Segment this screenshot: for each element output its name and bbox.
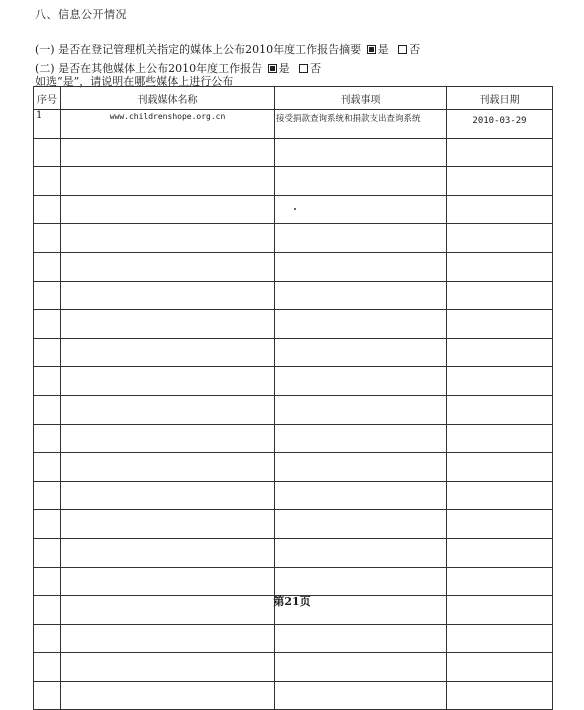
table-row xyxy=(34,367,553,396)
cell-date xyxy=(447,453,553,482)
question-2-note: 如选“是”，请说明在哪些媒体上进行公布 xyxy=(35,75,234,88)
cell-media-name xyxy=(61,424,275,453)
table-row xyxy=(34,138,553,167)
cell-item xyxy=(275,395,447,424)
cell-index xyxy=(34,453,61,482)
cell-index xyxy=(34,481,61,510)
cell-item xyxy=(275,367,447,396)
cell-item xyxy=(275,281,447,310)
q2-yes-checkbox[interactable] xyxy=(268,64,277,73)
cell-media-name xyxy=(61,224,275,253)
cell-index xyxy=(34,510,61,539)
cell-media-name xyxy=(61,510,275,539)
cell-index xyxy=(34,624,61,653)
cell-media-name xyxy=(61,453,275,482)
header-media-name: 刊载媒体名称 xyxy=(61,87,275,110)
question-1 xyxy=(35,41,424,57)
table-header-row xyxy=(34,87,553,110)
header-item: 刊载事项 xyxy=(275,87,447,110)
cell-index xyxy=(34,167,61,196)
table-row xyxy=(34,224,553,253)
table-row xyxy=(34,681,553,710)
cell-index xyxy=(34,310,61,339)
cell-item xyxy=(275,195,447,224)
cell-item xyxy=(275,310,447,339)
cell-date xyxy=(447,624,553,653)
cell-index xyxy=(34,395,61,424)
cell-index xyxy=(34,252,61,281)
cell-index xyxy=(34,567,61,596)
media-table xyxy=(33,86,553,710)
table-body xyxy=(34,110,553,710)
cell-item xyxy=(275,338,447,367)
scan-speck xyxy=(294,208,296,210)
cell-item xyxy=(275,167,447,196)
cell-date xyxy=(447,195,553,224)
table-row xyxy=(34,624,553,653)
cell-item xyxy=(275,567,447,596)
cell-item xyxy=(275,224,447,253)
cell-media-name xyxy=(61,481,275,510)
q2-no-checkbox[interactable] xyxy=(299,64,308,73)
cell-date xyxy=(447,224,553,253)
cell-date xyxy=(447,367,553,396)
cell-item xyxy=(275,252,447,281)
header-date: 刊载日期 xyxy=(447,87,553,110)
cell-index xyxy=(34,538,61,567)
cell-date xyxy=(447,481,553,510)
cell-date xyxy=(447,338,553,367)
cell-media-name xyxy=(61,538,275,567)
cell-media-name xyxy=(61,310,275,339)
q2-no-label: 否 xyxy=(310,62,322,75)
cell-item xyxy=(275,424,447,453)
table-row xyxy=(34,453,553,482)
cell-date xyxy=(447,424,553,453)
cell-item xyxy=(275,138,447,167)
cell-media-name xyxy=(61,195,275,224)
table-row xyxy=(34,653,553,682)
question-1-text: (一) 是否在登记管理机关指定的媒体上公布2010年度工作报告摘要 xyxy=(35,43,362,56)
cell-media-name xyxy=(61,281,275,310)
q1-yes-label: 是 xyxy=(377,43,389,56)
table-row xyxy=(34,252,553,281)
cell-index xyxy=(34,138,61,167)
cell-date xyxy=(447,681,553,710)
cell-date xyxy=(447,653,553,682)
table-row xyxy=(34,281,553,310)
table-row xyxy=(34,481,553,510)
q1-no-label: 否 xyxy=(409,43,421,56)
q1-no-checkbox[interactable] xyxy=(398,45,407,54)
cell-date xyxy=(447,395,553,424)
cell-index xyxy=(34,224,61,253)
cell-media-name xyxy=(61,624,275,653)
cell-item xyxy=(275,681,447,710)
cell-media-name: www.childrenshope.org.cn xyxy=(61,110,275,139)
table-row xyxy=(34,110,553,139)
table-row xyxy=(34,167,553,196)
cell-date xyxy=(447,167,553,196)
cell-index xyxy=(34,195,61,224)
table-row xyxy=(34,510,553,539)
cell-media-name xyxy=(61,167,275,196)
cell-index xyxy=(34,338,61,367)
cell-index: 1 xyxy=(34,110,61,139)
cell-item xyxy=(275,624,447,653)
table-row xyxy=(34,538,553,567)
cell-index xyxy=(34,424,61,453)
cell-item xyxy=(275,510,447,539)
question-2-text: (二) 是否在其他媒体上公布2010年度工作报告 xyxy=(35,62,263,75)
cell-item xyxy=(275,481,447,510)
cell-index xyxy=(34,367,61,396)
cell-index xyxy=(34,653,61,682)
table-row xyxy=(34,424,553,453)
cell-date xyxy=(447,281,553,310)
table-row xyxy=(34,338,553,367)
cell-media-name xyxy=(61,367,275,396)
cell-media-name xyxy=(61,338,275,367)
table-row xyxy=(34,195,553,224)
header-index: 序号 xyxy=(34,87,61,110)
cell-media-name xyxy=(61,395,275,424)
table-row xyxy=(34,395,553,424)
cell-media-name xyxy=(61,138,275,167)
cell-date xyxy=(447,252,553,281)
cell-item xyxy=(275,453,447,482)
table-row xyxy=(34,310,553,339)
cell-item: 接受捐款查询系统和捐款支出查询系统 xyxy=(275,110,447,139)
cell-item xyxy=(275,653,447,682)
cell-media-name xyxy=(61,681,275,710)
cell-date xyxy=(447,538,553,567)
table-row xyxy=(34,567,553,596)
cell-date xyxy=(447,310,553,339)
q1-yes-checkbox[interactable] xyxy=(367,45,376,54)
cell-index xyxy=(34,281,61,310)
cell-date xyxy=(447,510,553,539)
cell-date xyxy=(447,567,553,596)
cell-index xyxy=(34,681,61,710)
section-title: 八、信息公开情况 xyxy=(35,8,127,21)
cell-media-name xyxy=(61,252,275,281)
cell-media-name xyxy=(61,653,275,682)
page-number: 第21页 xyxy=(273,595,311,608)
cell-item xyxy=(275,538,447,567)
cell-date xyxy=(447,138,553,167)
q2-yes-label: 是 xyxy=(278,62,290,75)
cell-media-name xyxy=(61,567,275,596)
cell-date: 2010-03-29 xyxy=(447,110,553,139)
